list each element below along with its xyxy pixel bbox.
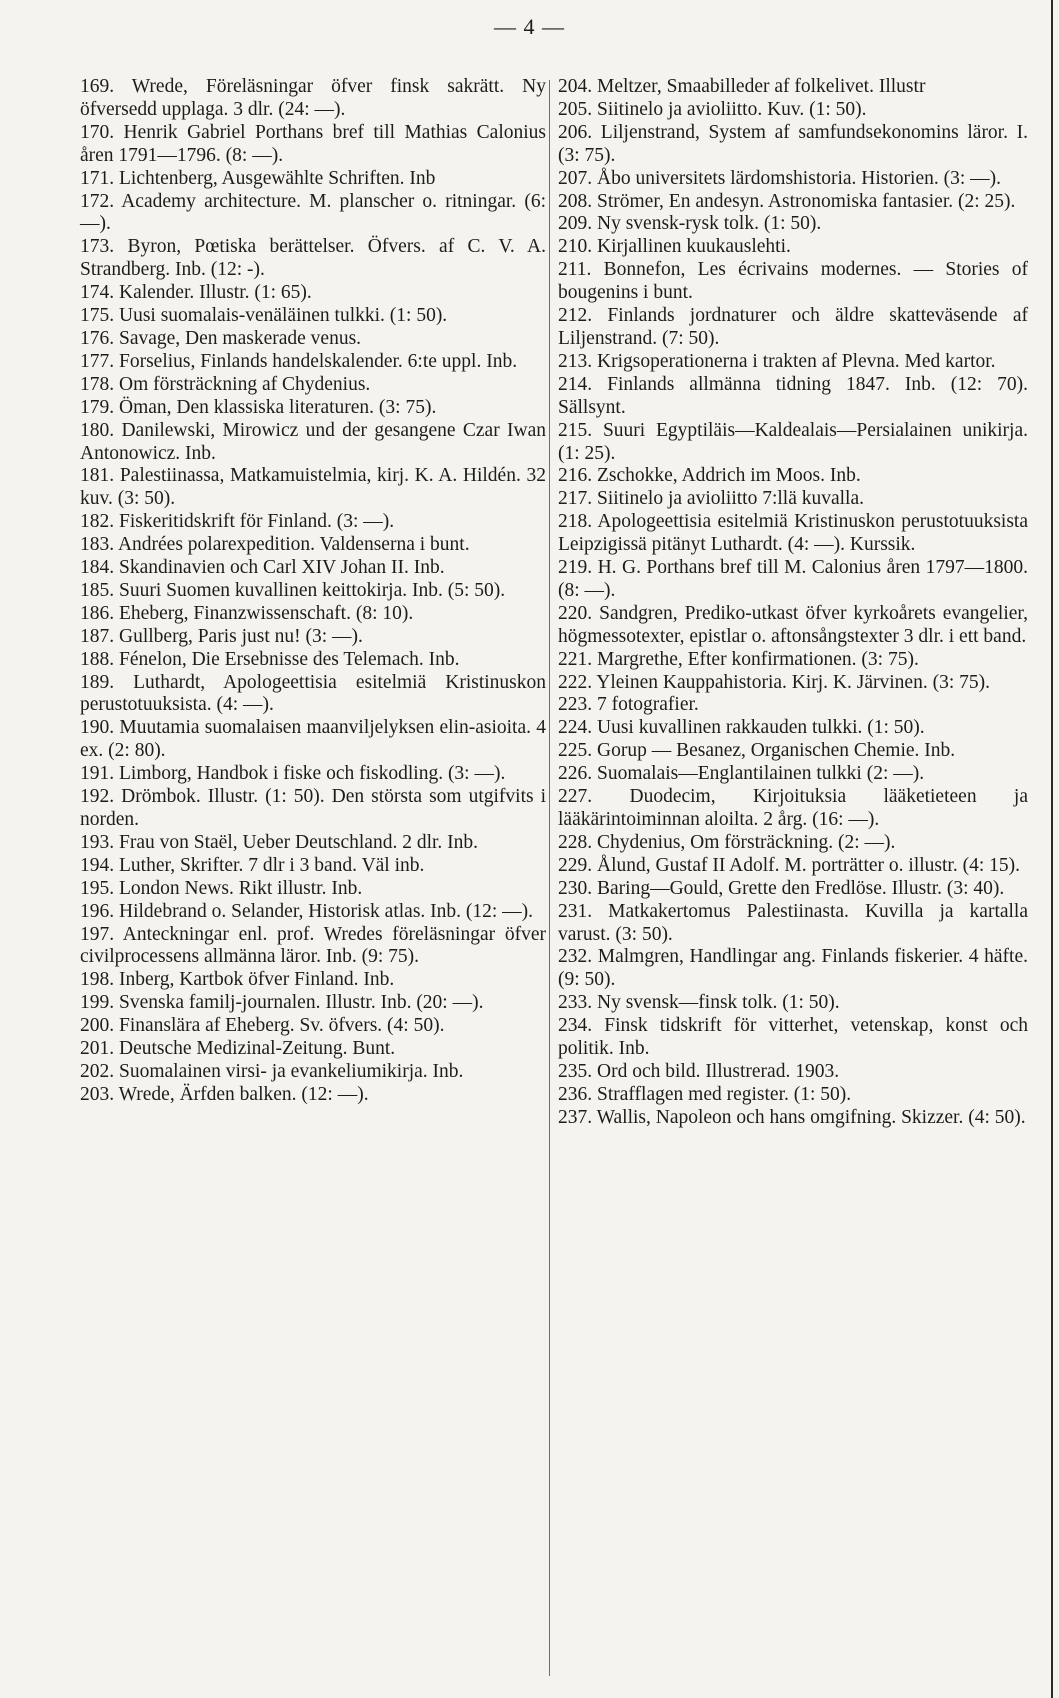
catalog-entry <box>558 99 1028 122</box>
entry-text: Gorup — Besanez, Organischen Chemie. Inb. <box>597 740 956 762</box>
catalog-entry <box>558 878 1028 901</box>
catalog-entry <box>558 1061 1028 1084</box>
catalog-entry <box>558 672 1028 695</box>
entry-number: 198. <box>80 969 115 991</box>
entry-number: 223. <box>558 694 593 716</box>
entry-number: 220. <box>558 602 593 624</box>
entry-number: 193. <box>80 831 115 853</box>
entry-text: Wrede, Ärfden balken. (12: —). <box>118 1083 369 1105</box>
entry-number: 169. <box>80 76 115 97</box>
entry-number: 209. <box>558 213 593 235</box>
catalog-entry <box>80 534 546 557</box>
entry-text: Andrées polarexpedition. Valdenserna i bunt. <box>117 534 470 556</box>
catalog-entry <box>80 76 546 122</box>
catalog-entry <box>80 649 546 672</box>
catalog-entry <box>80 1061 546 1084</box>
catalog-entry <box>80 351 546 374</box>
entry-number: 175. <box>80 305 115 327</box>
entry-text: Malmgren, Handlingar ang. Finlands fiskerier. 4 häfte. (9: 50). <box>558 946 1028 991</box>
catalog-entry <box>80 580 546 603</box>
entry-text: Åbo universitets lärdomshistoria. Historien. (3: —). <box>597 167 1002 189</box>
entry-number: 182. <box>80 511 115 533</box>
entry-text: Öman, Den klassiska literaturen. (3: 75). <box>119 396 437 418</box>
entry-number: 218. <box>558 511 593 533</box>
entry-text: Duodecim, Kirjoituksia lääketieteen ja lääkärintoiminnan aloilta. 2 årg. (16: —). <box>558 786 1028 830</box>
entry-number: 174. <box>80 282 115 304</box>
entry-text: Finlands jordnaturer och äldre skatteväsende af Liljenstrand. (7: 50). <box>558 305 1028 349</box>
entry-text: Deutsche Medizinal-Zeitung. Bunt. <box>119 1038 396 1060</box>
entry-text: Om försträckning af Chydenius. <box>119 373 371 395</box>
entry-number: 196. <box>80 900 115 922</box>
entry-text: Matkakertomus Palestiinasta. Kuvilla ja kartalla varust. (3: 50). <box>558 900 1029 945</box>
entry-number: 222. <box>558 671 593 693</box>
entry-number: 177. <box>80 350 115 372</box>
catalog-entry <box>558 76 1028 99</box>
catalog-entry <box>558 305 1028 351</box>
entry-number: 212. <box>558 305 593 327</box>
catalog-entry <box>80 763 546 786</box>
entry-number: 202. <box>80 1060 115 1082</box>
entry-text: Finsk tidskrift för vitterhet, vetenskap, konst och politik. Inb. <box>558 1015 1028 1060</box>
catalog-entry <box>558 236 1028 259</box>
catalog-entry <box>80 901 546 924</box>
catalog-entry <box>80 122 546 168</box>
entry-text: Suomalainen virsi- ja evankeliumikirja. Inb. <box>119 1060 464 1082</box>
entry-text: Suuri Egyptiläis—Kaldealais—Persialainen unikirja. (1: 25). <box>558 419 1028 464</box>
catalog-entry <box>558 213 1028 236</box>
catalog-entry <box>80 717 546 763</box>
catalog-entry <box>80 626 546 649</box>
catalog-entry <box>558 992 1028 1015</box>
catalog-entry <box>558 1015 1028 1061</box>
catalog-entry <box>80 1015 546 1038</box>
catalog-entry <box>558 168 1028 191</box>
entry-text: H. G. Porthans bref till M. Calonius åren 1797—1800. (8: —). <box>558 557 1028 601</box>
entry-text: Krigsoperationerna i trakten af Plevna. Med kartor. <box>597 350 996 372</box>
column-divider <box>549 80 550 1676</box>
entry-number: 178. <box>80 373 115 395</box>
entry-text: Bonnefon, Les écrivains modernes. — Stories of bougenins i bunt. <box>558 259 1029 304</box>
entry-number: 190. <box>80 717 115 739</box>
entry-text: Suuri Suomen kuvallinen keittokirja. Inb. (5: 50). <box>119 579 506 601</box>
entry-number: 232. <box>558 946 593 968</box>
entry-number: 200. <box>80 1015 115 1037</box>
entry-number: 226. <box>558 763 593 785</box>
catalog-entry <box>558 717 1028 740</box>
entry-text: Suomalais—Englantilainen tulkki (2: —). <box>597 763 925 785</box>
entry-number: 184. <box>80 557 115 579</box>
entry-number: 205. <box>558 98 593 120</box>
entry-text: Siitinelo ja avioliitto. Kuv. (1: 50). <box>597 98 867 120</box>
entry-number: 236. <box>558 1083 593 1105</box>
entry-number: 206. <box>558 121 593 143</box>
entry-number: 235. <box>558 1060 593 1082</box>
catalog-entry <box>80 328 546 351</box>
entry-number: 233. <box>558 992 593 1014</box>
catalog-entry <box>80 786 546 832</box>
catalog-entry <box>80 465 546 511</box>
catalog-entry <box>558 740 1028 763</box>
catalog-entry <box>80 992 546 1015</box>
catalog-entry <box>80 557 546 580</box>
catalog-entry <box>558 511 1028 557</box>
catalog-entry <box>80 1084 546 1107</box>
entry-number: 211. <box>558 259 592 281</box>
catalog-entry <box>558 694 1028 717</box>
catalog-entry <box>80 282 546 305</box>
catalog-entry <box>558 763 1028 786</box>
entry-text: Frau von Staël, Ueber Deutschland. 2 dlr. Inb. <box>119 831 479 853</box>
entry-text: Skandinavien och Carl XIV Johan II. Inb. <box>119 557 445 579</box>
catalog-entry <box>558 1084 1028 1107</box>
entry-number: 199. <box>80 992 115 1014</box>
entry-text: Finlands allmänna tidning 1847. Inb. (12: 70). Sällsynt. <box>558 373 1029 418</box>
entry-text: Uusi kuvallinen rakkauden tulkki. (1: 50). <box>597 717 925 739</box>
entry-number: 207. <box>558 167 593 189</box>
entry-number: 230. <box>558 877 593 899</box>
entry-text: Ålund, Gustaf II Adolf. M. porträtter o. illustr. (4: 15). <box>597 854 1020 876</box>
entry-number: 186. <box>80 602 115 624</box>
catalog-entry <box>558 191 1028 214</box>
entry-number: 229. <box>558 854 593 876</box>
entry-text: Siitinelo ja avioliitto 7:llä kuvalla. <box>597 488 865 510</box>
entry-number: 213. <box>558 350 593 372</box>
entry-number: 172. <box>80 190 115 212</box>
catalog-entry <box>558 557 1028 603</box>
entry-number: 180. <box>80 419 115 441</box>
catalog-entry <box>80 969 546 992</box>
entry-number: 183. <box>80 534 115 556</box>
catalog-entry <box>80 374 546 397</box>
entry-text: Chydenius, Om försträckning. (2: —). <box>597 831 896 853</box>
left-column <box>80 76 546 1107</box>
entry-text: Lichtenberg, Ausgewählte Schriften. Inb <box>119 167 436 189</box>
entry-number: 224. <box>558 717 593 739</box>
entry-text: Hildebrand o. Selander, Historisk atlas. Inb. (12: —). <box>119 900 534 922</box>
entry-text: Wrede, Föreläsningar öfver finsk sakrätt. Ny öfversedd upplaga. 3 dlr. (24: —). <box>80 76 546 120</box>
entry-text: Liljenstrand, System af samfundsekonomins läror. I. (3: 75). <box>558 121 1028 166</box>
entry-number: 188. <box>80 648 115 670</box>
entry-number: 204. <box>558 76 593 97</box>
entry-text: Yleinen Kauppahistoria. Kirj. K. Järvinen. (3: 75). <box>596 671 990 693</box>
entry-number: 217. <box>558 488 593 510</box>
entry-text: 7 fotografier. <box>597 694 699 716</box>
entry-text: Inberg, Kartbok öfver Finland. Inb. <box>119 969 395 991</box>
entry-text: Ny svensk-rysk tolk. (1: 50). <box>597 213 822 235</box>
entry-text: Sandgren, Prediko-utkast öfver kyrkoårets evangelier, högmessotexter, epistlar o. aftonsångstexter 3 dlr. i ett band. <box>558 602 1029 647</box>
entry-number: 191. <box>80 763 115 785</box>
right-column <box>558 76 1028 1130</box>
catalog-entry <box>80 236 546 282</box>
entry-text: Ord och bild. Illustrerad. 1903. <box>597 1060 840 1082</box>
catalog-entry <box>80 511 546 534</box>
entry-text: Fiskeritidskrift för Finland. (3: —). <box>119 511 395 533</box>
catalog-entry <box>80 672 546 718</box>
catalog-entry <box>80 397 546 420</box>
catalog-entry <box>558 488 1028 511</box>
entry-number: 173. <box>80 236 115 258</box>
catalog-entry <box>558 122 1028 168</box>
catalog-entry <box>558 465 1028 488</box>
entry-text: Anteckningar enl. prof. Wredes föreläsningar öfver civilprocessens allmänna läror. Inb. (9: 75). <box>80 923 546 968</box>
entry-number: 228. <box>558 831 593 853</box>
entry-text: Ny svensk—finsk tolk. (1: 50). <box>597 992 840 1014</box>
catalog-entry <box>558 603 1028 649</box>
entry-number: 221. <box>558 648 593 670</box>
entry-number: 179. <box>80 396 115 418</box>
entry-number: 197. <box>80 923 115 945</box>
entry-text: London News. Rikt illustr. Inb. <box>119 877 363 899</box>
catalog-entry <box>558 946 1028 992</box>
page-edge-line <box>1051 0 1053 1698</box>
entry-text: Luther, Skrifter. 7 dlr i 3 band. Väl inb. <box>119 854 425 876</box>
page-number: — 4 — <box>494 14 565 39</box>
entry-number: 215. <box>558 419 593 441</box>
entry-text: Meltzer, Smaabilleder af folkelivet. Illustr <box>597 76 926 97</box>
catalog-entry <box>558 351 1028 374</box>
entry-text: Fénelon, Die Ersebnisse des Telemach. Inb. <box>119 648 460 670</box>
entry-text: Wallis, Napoleon och hans omgifning. Skizzer. (4: 50). <box>596 1106 1026 1128</box>
entry-text: Kirjallinen kuukauslehti. <box>597 236 791 258</box>
entry-number: 195. <box>80 877 115 899</box>
entry-number: 227. <box>558 786 593 808</box>
entry-text: Finanslära af Eheberg. Sv. öfvers. (4: 50). <box>119 1015 445 1037</box>
entry-number: 181. <box>80 465 115 487</box>
entry-number: 185. <box>80 579 115 601</box>
entry-text: Apologeettisia esitelmiä Kristinuskon perustotuuksista Leipzigissä pitänyt Luthardt. (4: —). Kurssik. <box>558 511 1028 556</box>
catalog-entry <box>558 420 1028 466</box>
entry-number: 234. <box>558 1015 593 1037</box>
entry-number: 192. <box>80 786 115 808</box>
catalog-entry <box>558 855 1028 878</box>
entry-text: Savage, Den maskerade venus. <box>119 327 362 349</box>
entry-number: 237. <box>558 1106 593 1128</box>
entry-number: 187. <box>80 625 115 647</box>
entry-number: 210. <box>558 236 593 258</box>
catalog-entry <box>80 1038 546 1061</box>
entry-number: 225. <box>558 740 593 762</box>
catalog-entry <box>558 259 1028 305</box>
catalog-entry <box>558 832 1028 855</box>
entry-number: 201. <box>80 1038 115 1060</box>
entry-text: Palestiinassa, Matkamuistelmia, kirj. K. A. Hildén. 32 kuv. (3: 50). <box>80 465 546 510</box>
entry-number: 176. <box>80 327 115 349</box>
entry-text: Drömbok. Illustr. (1: 50). Den största som utgifvits i norden. <box>80 786 547 830</box>
catalog-entry <box>80 305 546 328</box>
entry-number: 231. <box>558 900 593 922</box>
entry-text: Danilewski, Mirowicz und der gesangene Czar Iwan Antonowicz. Inb. <box>80 419 547 464</box>
entry-number: 219. <box>558 557 593 579</box>
entry-text: Henrik Gabriel Porthans bref till Mathias Calonius åren 1791—1796. (8: —). <box>80 121 547 166</box>
entry-number: 189. <box>80 671 115 693</box>
catalog-entry <box>80 924 546 970</box>
entry-text: Luthardt, Apologeettisia esitelmiä Kristinuskon perustotuuksista. (4: —). <box>80 671 546 716</box>
entry-number: 214. <box>558 373 593 395</box>
entry-text: Uusi suomalais-venäläinen tulkki. (1: 50). <box>119 305 448 327</box>
entry-text: Zschokke, Addrich im Moos. Inb. <box>597 465 861 487</box>
entry-number: 216. <box>558 465 593 487</box>
entry-number: 171. <box>80 167 115 189</box>
entry-text: Strömer, En andesyn. Astronomiska fantasier. (2: 25). <box>597 190 1016 212</box>
catalog-entry <box>80 420 546 466</box>
entry-text: Byron, Pœtiska berättelser. Öfvers. af C. V. A. Strandberg. Inb. (12: -). <box>80 236 547 281</box>
catalog-entry <box>558 901 1028 947</box>
entry-number: 170. <box>80 121 115 143</box>
catalog-entry <box>80 878 546 901</box>
catalog-entry <box>558 1107 1028 1130</box>
entry-number: 203. <box>80 1083 115 1105</box>
catalog-entry <box>558 649 1028 672</box>
entry-text: Svenska familj-journalen. Illustr. Inb. (20: —). <box>119 992 484 1014</box>
entry-text: Kalender. Illustr. (1: 65). <box>119 282 312 304</box>
entry-text: Forselius, Finlands handelskalender. 6:te uppl. Inb. <box>119 350 518 372</box>
entry-number: 208. <box>558 190 593 212</box>
entry-text: Academy architecture. M. planscher o. ritningar. (6: —). <box>80 190 546 235</box>
catalog-entry <box>80 168 546 191</box>
entry-text: Baring—Gould, Grette den Fredlöse. Illustr. (3: 40). <box>597 877 1005 899</box>
entry-number: 194. <box>80 854 115 876</box>
entry-text: Muutamia suomalaisen maanviljelyksen elin-asioita. 4 ex. (2: 80). <box>80 717 547 762</box>
catalog-entry <box>80 603 546 626</box>
catalog-entry <box>558 786 1028 832</box>
catalog-entry <box>558 374 1028 420</box>
catalog-entry <box>80 191 546 237</box>
entry-text: Strafflagen med register. (1: 50). <box>597 1083 852 1105</box>
entry-text: Limborg, Handbok i fiske och fiskodling. (3: —). <box>119 763 506 785</box>
entry-text: Margrethe, Efter konfirmationen. (3: 75). <box>597 648 919 670</box>
entry-text: Gullberg, Paris just nu! (3: —). <box>119 625 363 647</box>
catalog-entry <box>80 832 546 855</box>
catalog-entry <box>80 855 546 878</box>
entry-text: Eheberg, Finanzwissenschaft. (8: 10). <box>119 602 414 624</box>
